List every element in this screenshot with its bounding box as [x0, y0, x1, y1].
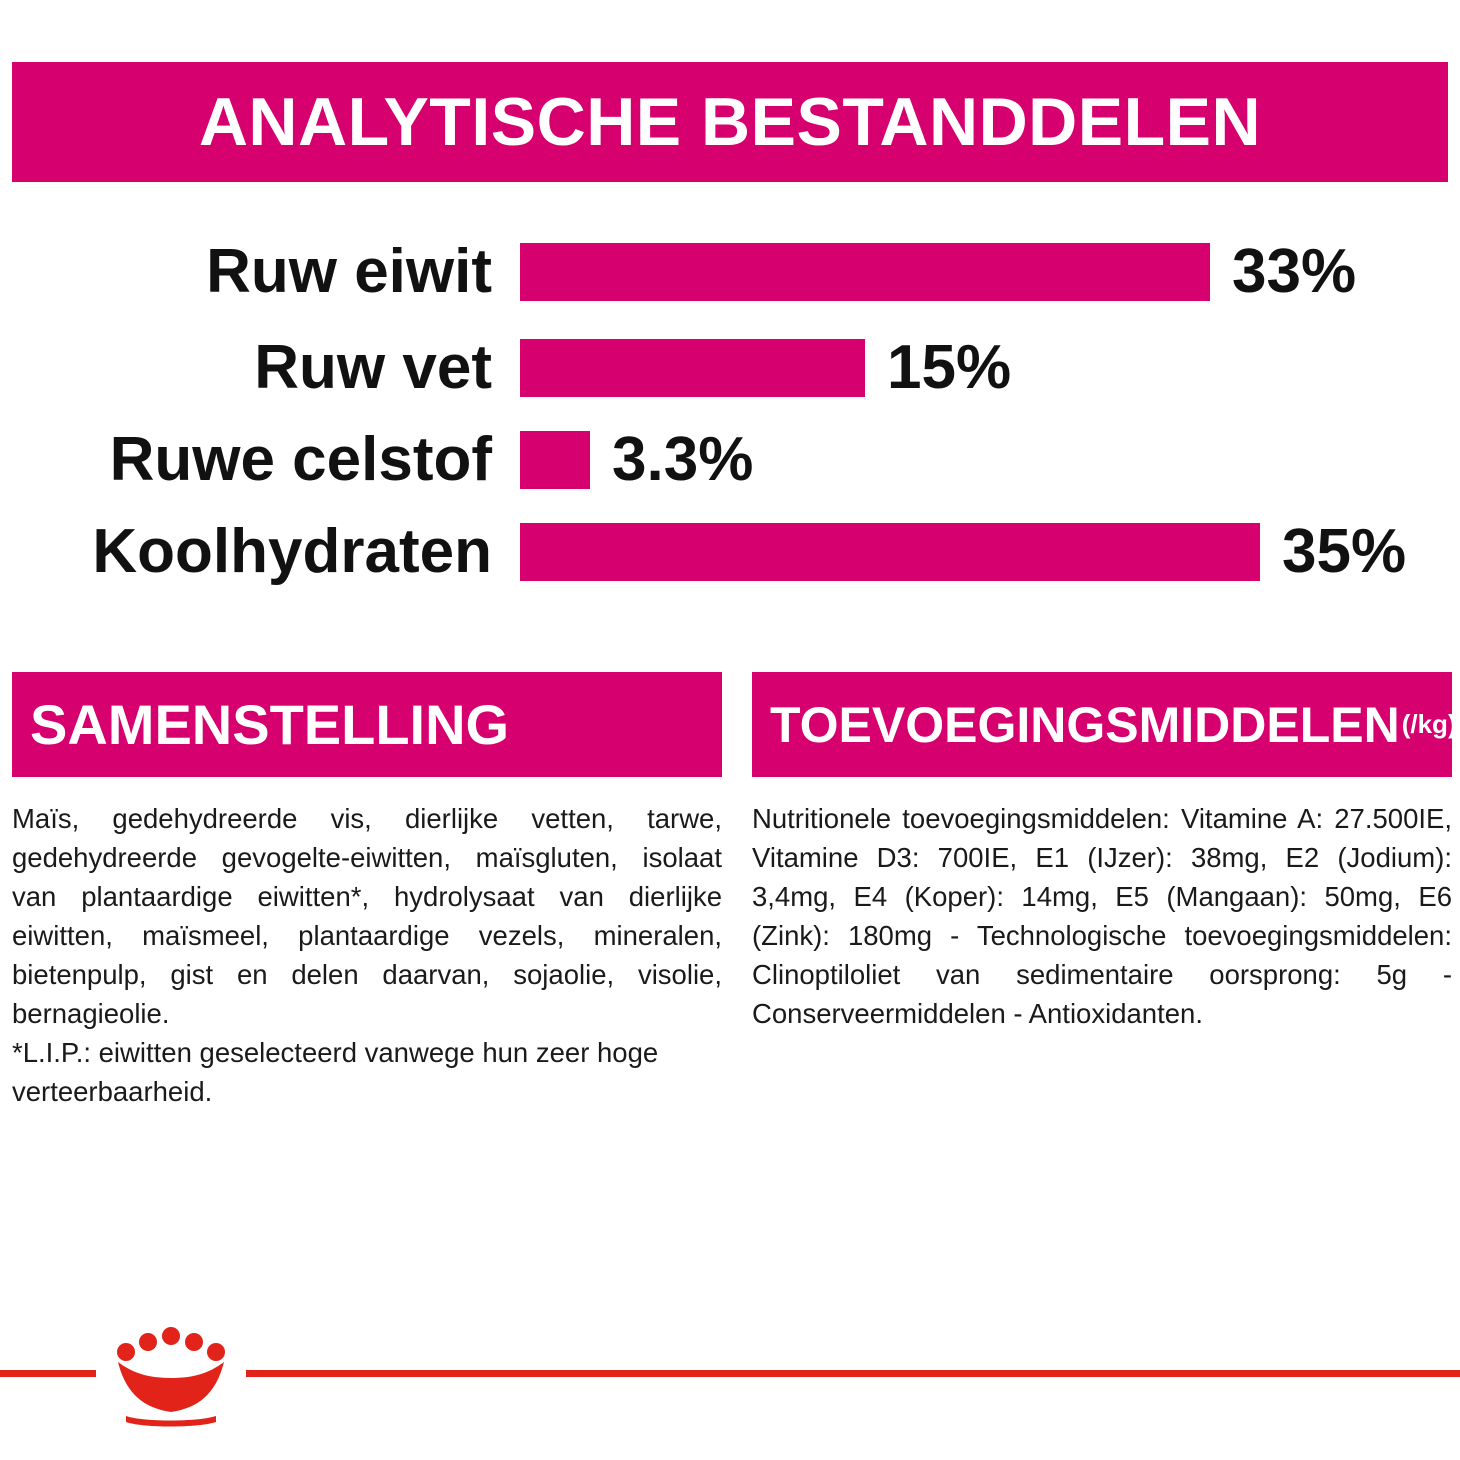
- additives-heading-unit: (/kg): [1401, 708, 1457, 739]
- chart-bar-wrap: [520, 320, 1460, 416]
- composition-panel: [12, 672, 722, 1111]
- chart-row: [0, 224, 1460, 320]
- chart-bar-wrap: [520, 224, 1460, 320]
- chart-value-label: 33%: [1232, 237, 1357, 306]
- chart-row: [0, 320, 1460, 416]
- composition-heading: SAMENSTELLING: [30, 692, 510, 756]
- composition-body: [12, 799, 722, 1111]
- chart-category-label: Ruwe celstof: [109, 425, 492, 494]
- composition-footnote: *L.I.P.: eiwitten geselecteerd vanwege hun zeer hoge verteerbaarheid.: [12, 1037, 659, 1108]
- royal-canin-crown-icon: [96, 1322, 246, 1432]
- chart-bar-wrap: [520, 504, 1460, 600]
- footer: [0, 1322, 1460, 1460]
- chart-bar: [520, 339, 865, 397]
- chart-row: [0, 504, 1460, 600]
- chart-category-label: Koolhydraten: [92, 517, 492, 586]
- additives-heading: TOEVOEGINGSMIDDELEN: [770, 696, 1400, 753]
- additives-body: [752, 799, 1452, 1033]
- additives-banner: [752, 672, 1457, 777]
- chart-bar: [520, 431, 590, 489]
- analytical-constituents-banner: [12, 62, 1448, 182]
- chart-category-label: Ruw eiwit: [206, 237, 492, 306]
- page-title: ANALYTISCHE BESTANDDELEN: [198, 84, 1262, 160]
- composition-text: Maïs, gedehydreerde vis, dierlijke vetten, tarwe, gedehydreerde gevogelte-eiwitten, maïsgluten, isolaat van plantaardige eiwitten*, hydrolysaat van dierlijke eiwitten, maïsmeel, plantaardige vezels, mineralen, bietenpulp, gist en delen daarvan, sojaolie, visolie, bernagieolie.: [12, 803, 722, 1030]
- chart-value-label: 15%: [887, 333, 1012, 402]
- analytical-constituents-chart: [0, 212, 1460, 612]
- chart-bar: [520, 523, 1260, 581]
- chart-bar-wrap: [520, 412, 1460, 508]
- additives-text: Nutritionele toevoegingsmiddelen: Vitamine A: 27.500IE, Vitamine D3: 700IE, E1 (IJzer): 38mg, E2 (Jodium): 3,4mg, E4 (Koper): 14mg, E5 (Mangaan): 50mg, E6 (Zink): 180mg - Technologische toevoegingsmiddelen: Clinoptiloliet van sedimentaire oorsprong: 5g - Conserveermiddelen - Antioxidanten.: [752, 803, 1452, 1030]
- additives-panel: [752, 672, 1457, 1033]
- composition-banner: [12, 672, 722, 777]
- chart-bar: [520, 243, 1210, 301]
- chart-category-label: Ruw vet: [254, 333, 492, 402]
- chart-row: [0, 412, 1460, 508]
- chart-value-label: 35%: [1282, 517, 1407, 586]
- chart-value-label: 3.3%: [612, 425, 754, 494]
